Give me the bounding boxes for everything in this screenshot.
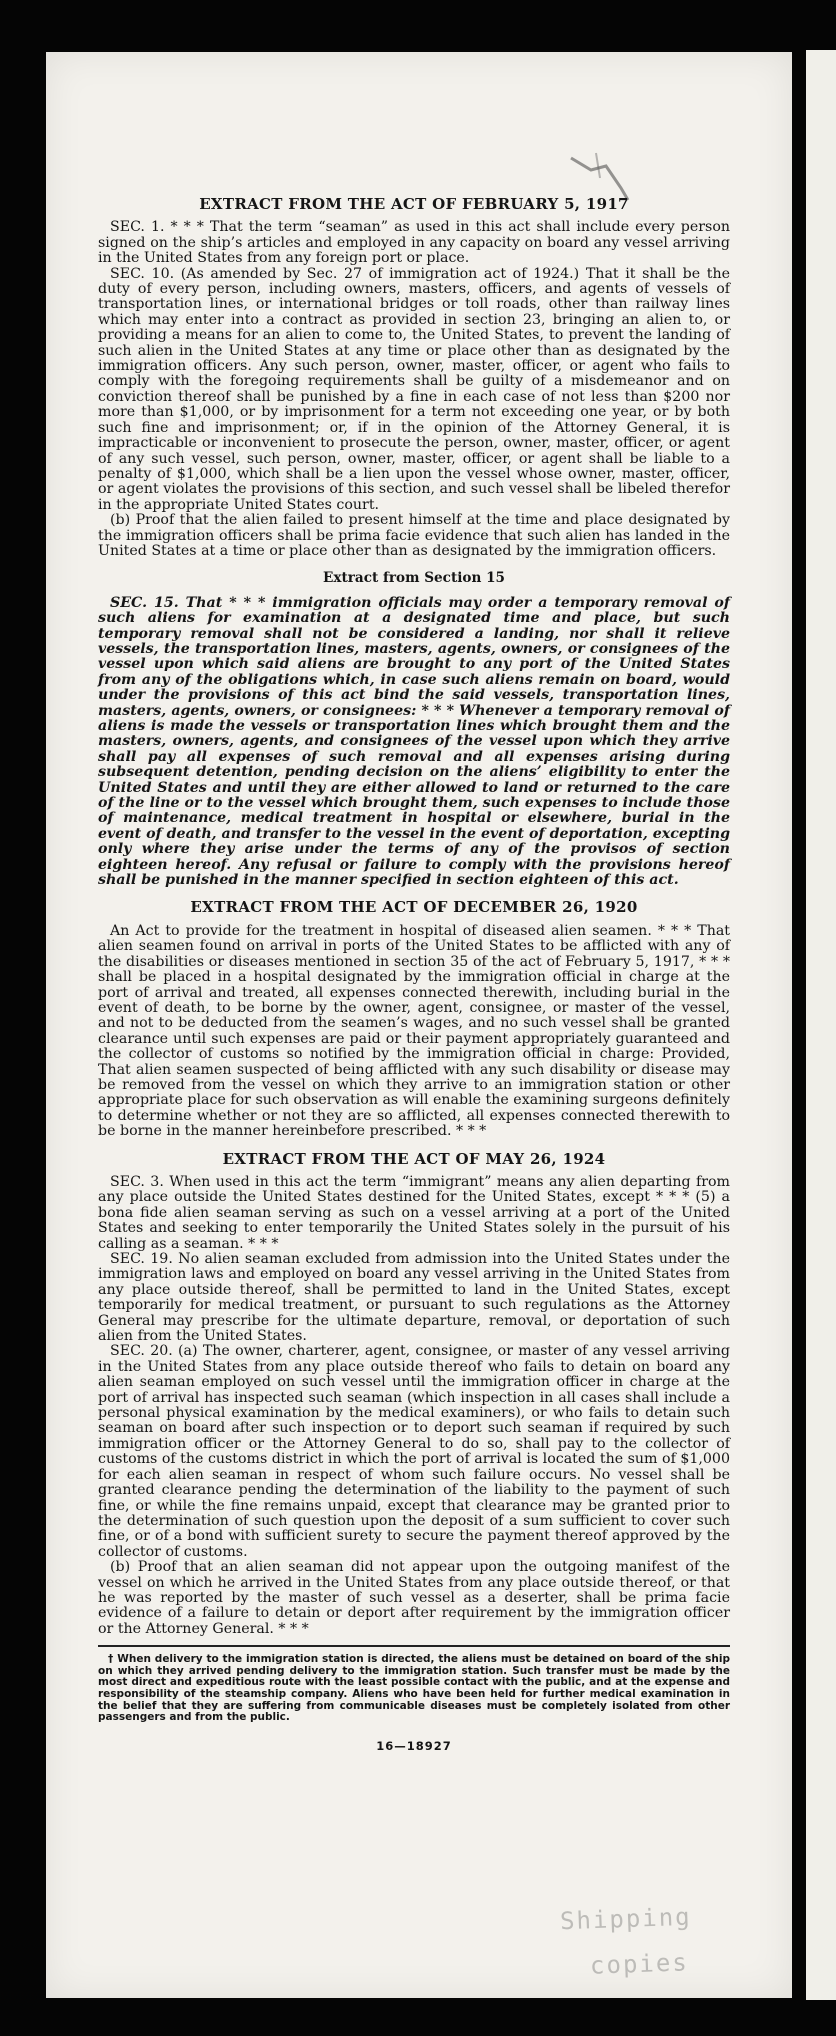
section-10-b: (b) Proof that the alien failed to present himself at the time and place designated by the immigration officers shall be prima facie evidence that such alien has landed in the United States at a time or place other than as designated by the immigration officers. — [98, 512, 730, 559]
footnote-divider — [98, 1645, 730, 1647]
adjacent-page-edge — [806, 50, 836, 2000]
subheading-section-15: Extract from Section 15 — [323, 570, 505, 587]
heading-act-1917: EXTRACT FROM THE ACT OF FEBRUARY 5, 1917 — [199, 195, 629, 213]
heading-act-1924: EXTRACT FROM THE ACT OF MAY 26, 1924 — [222, 1149, 606, 1168]
document-text — [98, 197, 730, 1754]
section-3: SEC. 3. When used in this act the term “immigrant” means any alien departing from any place outside the United States destined for the United States, except * * * (5) a bona fide alien seaman serving as such on a vessel arriving at a port of the United States and seeking to enter temporarily the United States solely in the pursuit of his calling as a seaman. * * * — [98, 1173, 730, 1252]
section-20-b: (b) Proof that an alien seaman did not appear upon the outgoing manifest of the vessel on which he arrived in the United States from any place outside thereof, or that he was reported by the master of such vessel as a deserter, shall be prima facie evidence of a failure to detain or deport after requirement by the immigration officer or the Attorney General. * * * — [98, 1559, 730, 1637]
bleed-through-stamp: copies — [589, 1948, 690, 1980]
heading-act-1920: EXTRACT FROM THE ACT OF DECEMBER 26, 1920 — [190, 898, 638, 917]
bleed-through-stamp: Shipping — [559, 1902, 693, 1936]
section-1: SEC. 1. * * * That the term “seaman” as used in this act shall include every person signed on the ship’s articles and employed in any capacity on board any vessel arriving in the United States from any foreign port or place. — [98, 219, 730, 267]
footnote: † When delivery to the immigration station is directed, the aliens must be detained on board of the ship on which they arrived pending delivery to the immigration station. Such transfer must be made by the most direct and expeditious route with the least possible contact with the public, and at the expense and responsibility of the steamship company. Aliens who have been held for further medical examination in the belief that they are suffering from communicable diseases must be completely isolated from other passengers and from the public. — [98, 1653, 730, 1724]
print-code: 16—18927 — [376, 1738, 452, 1753]
section-19: SEC. 19. No alien seaman excluded from admission into the United States under the immigration laws and employed on board any vessel arriving in the United States from any place outside thereof, shall be permitted to land in the United States, except temporarily for medical treatment, or pursuant to such regulations as the Attorney General may prescribe for the ultimate departure, removal, or deportation of such alien from the United States. — [98, 1251, 730, 1345]
section-15: SEC. 15. That * * * immigration officials may order a temporary removal of such aliens for examination at a designated time and place, but such temporary removal shall not be considered a landing, nor shall it relieve vessels, the transportation lines, masters, agents, owners, or consignees of the vessel upon which said aliens are brought to any port of the United States from any of the obligations which, in case such aliens remain on board, would under the provisions of this act bind the said vessels, transportation lines, masters, agents, owners, or consignees: * * * Whenever a temporary removal of aliens is made the vessels or transportation lines which brought them and the masters, owners, agents, and consignees of the vessel upon which they arrive shall pay all expenses of such removal and all expenses arising during subsequent detention, pending decision on the aliens’ eligibility to enter the United States and until they are either allowed to land or returned to the care of the line or to the vessel which brought them, such expenses to include those of maintenance, medical treatment in hospital or elsewhere, burial in the event of death, and transfer to the vessel in the event of deportation, excepting only where they arise under the terms of any of the provisos of section eighteen hereof. Any refusal or failure to comply with the provisions hereof shall be punished in the manner specified in section eighteen of this act. — [98, 594, 730, 889]
section-10: SEC. 10. (As amended by Sec. 27 of immigration act of 1924.) That it shall be the duty of every person, including owners, masters, officers, and agents of vessels of transportation lines, or international bridges or toll roads, other than railway lines which may enter into a contract as provided in section 23, bringing an alien to, or providing a means for an alien to come to, the United States, to prevent the landing of such alien in the United States at any time or place other than as designated by the immigration officers. Any such person, owner, master, officer, or agent who fails to comply with the foregoing requirements shall be guilty of a misdemeanor and on conviction thereof shall be punished by a fine in each case of not less than $200 nor more than $1,000, or by imprisonment for a term not exceeding one year, or by both such fine and imprisonment; or, if in the opinion of the Attorney General, it is impracticable or inconvenient to prosecute the person, owner, master, officer, or agent of any such vessel, such person, owner, master, officer, or agent shall be liable to a penalty of $1,000, which shall be a lien upon the vessel whose owner, master, officer, or agent violates the provisions of this section, and such vessel shall be libeled therefor in the appropriate United States court. — [98, 265, 730, 513]
act-1920-text: An Act to provide for the treatment in hospital of diseased alien seamen. * * * That alien seamen found on arrival in ports of the United States to be afflicted with any of the disabilities or diseases mentioned in section 35 of the act of February 5, 1917, * * * shall be placed in a hospital designated by the immigration official in charge at the port of arrival and treated, all expenses connected therewith, including burial in the event of death, to be borne by the owner, agent, consignee, or master of the vessel, and not to be deducted from the seamen’s wages, and no such vessel shall be granted clearance until such expenses are paid or their payment appropriately guaranteed and the collector of customs so notified by the immigration official in charge: Provided, That alien seamen suspected of being afflicted with any such disability or disease may be removed from the vessel on which they arrive to an immigration station or other appropriate place for such observation as will enable the examining surgeons definitely to determine whether or not they are so afflicted, all expenses connected therewith to be borne in the manner hereinbefore prescribed. * * * — [98, 922, 730, 1140]
section-20-a: SEC. 20. (a) The owner, charterer, agent, consignee, or master of any vessel arriving in the United States from any place outside thereof who fails to detain on board any alien seaman employed on such vessel until the immigration officer in charge at the port of arrival has inspected such seaman (which inspection in all cases shall include a personal physical examination by the medical examiners), or who fails to detain such seaman on board after such inspection or to deport such seaman if required by such immigration officer or the Attorney General to do so, shall pay to the collector of customs of the customs district in which the port of arrival is located the sum of $1,000 for each alien seaman in respect of whom such failure occurs. No vessel shall be granted clearance pending the determination of the liability to the payment of such fine, or while the fine remains unpaid, except that clearance may be granted prior to the determination of such question upon the deposit of a sum sufficient to cover such fine, or of a bond with sufficient surety to secure the payment thereof approved by the collector of customs. — [98, 1343, 730, 1560]
